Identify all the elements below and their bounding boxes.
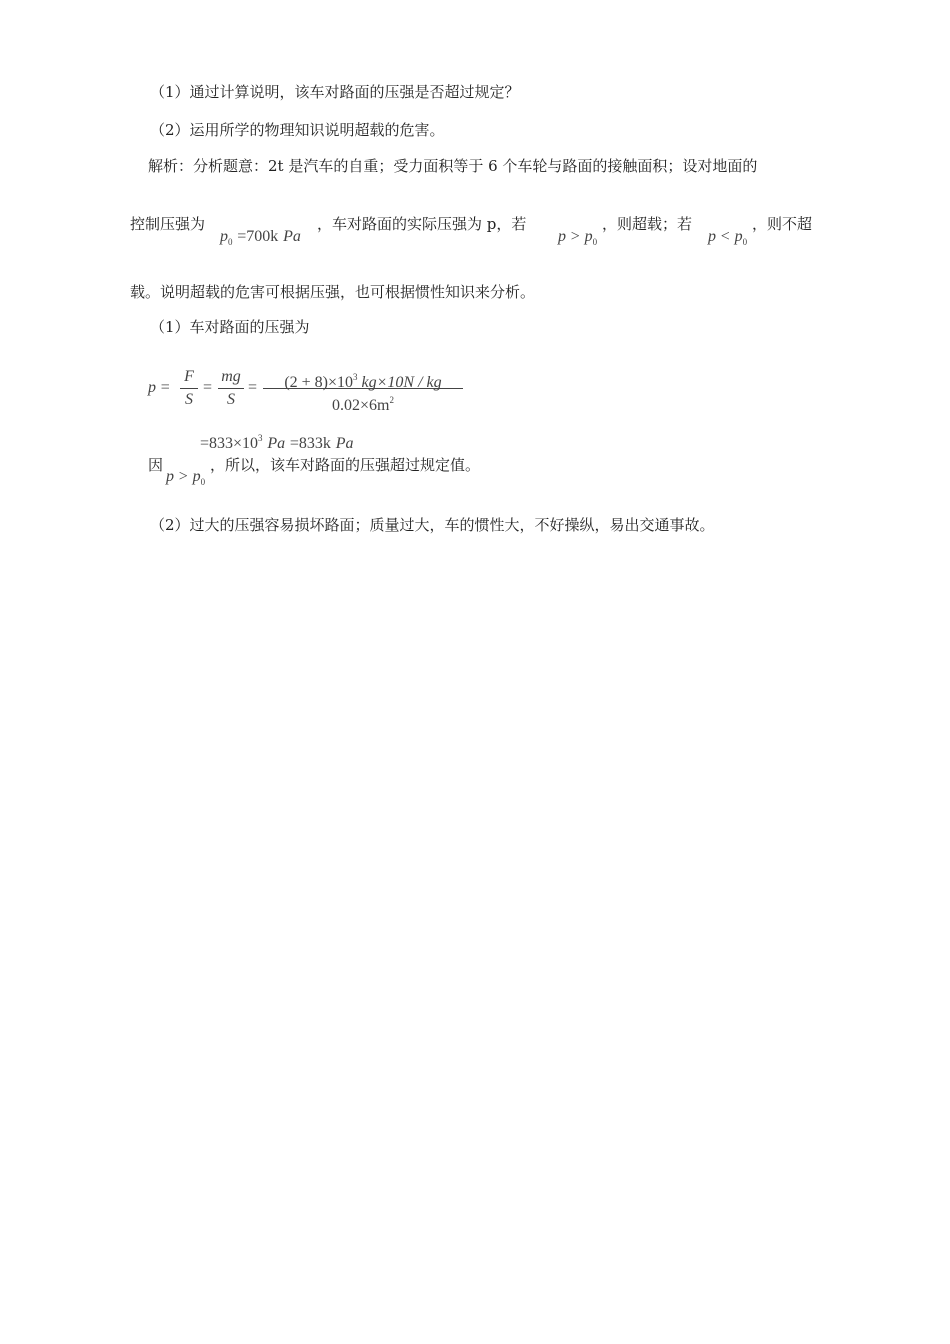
- question-2: （2）运用所学的物理知识说明超载的危害。: [150, 121, 445, 139]
- formula-p0-limit: $p_0 =700k$ Pa: [220, 228, 301, 247]
- question-1: （1）通过计算说明，该车对路面的压强是否超过规定？: [150, 83, 520, 101]
- analysis-line-1: 解析：分析题意：2t 是汽车的自重；受力面积等于 6 个车轮与路面的接触面积；设对地面的: [148, 157, 758, 175]
- numerator: $(2 + 8)\times 10^3$ kg×10N / kg: [284, 372, 442, 391]
- analysis-line-3: 载。说明超载的危害可根据压强，也可根据惯性知识来分析。: [130, 283, 536, 301]
- formula-p-lt-p0: $p < p_0$: [708, 228, 748, 247]
- solution-2: （2）过大的压强容易损坏路面；质量过大，车的惯性大，不好操纵，易出交通事故。: [150, 516, 715, 534]
- eq-sign-2: =: [248, 379, 258, 396]
- because-suffix: ，所以，该车对路面的压强超过规定值。: [210, 456, 481, 474]
- because-prefix: 因: [148, 456, 164, 474]
- eq-sign-1: =: [203, 379, 213, 396]
- eq-p-lhs: p =: [148, 379, 170, 396]
- fraction-f-over-s: F S: [180, 367, 198, 410]
- analysis-line-2-mid: ，车对路面的实际压强为 p，若: [317, 215, 527, 233]
- analysis-line-2-start: 控制压强为: [130, 215, 206, 233]
- fraction-numeric: [263, 367, 463, 414]
- denominator: $0.02\times 6m^2$: [332, 395, 394, 414]
- analysis-line-2-end: ，则不超: [752, 215, 813, 233]
- eq-result: $=833\times 10^3$ Pa =833k Pa: [200, 433, 354, 452]
- analysis-line-2-overload: ，则超载；若: [602, 215, 693, 233]
- fraction-mg-over-s: mg S: [218, 367, 244, 410]
- formula-p-gt-p0-conclusion: $p > p_0$: [166, 468, 206, 487]
- solution-1-title: （1）车对路面的压强为: [150, 318, 310, 336]
- formula-p-gt-p0: $p > p_0$: [558, 228, 598, 247]
